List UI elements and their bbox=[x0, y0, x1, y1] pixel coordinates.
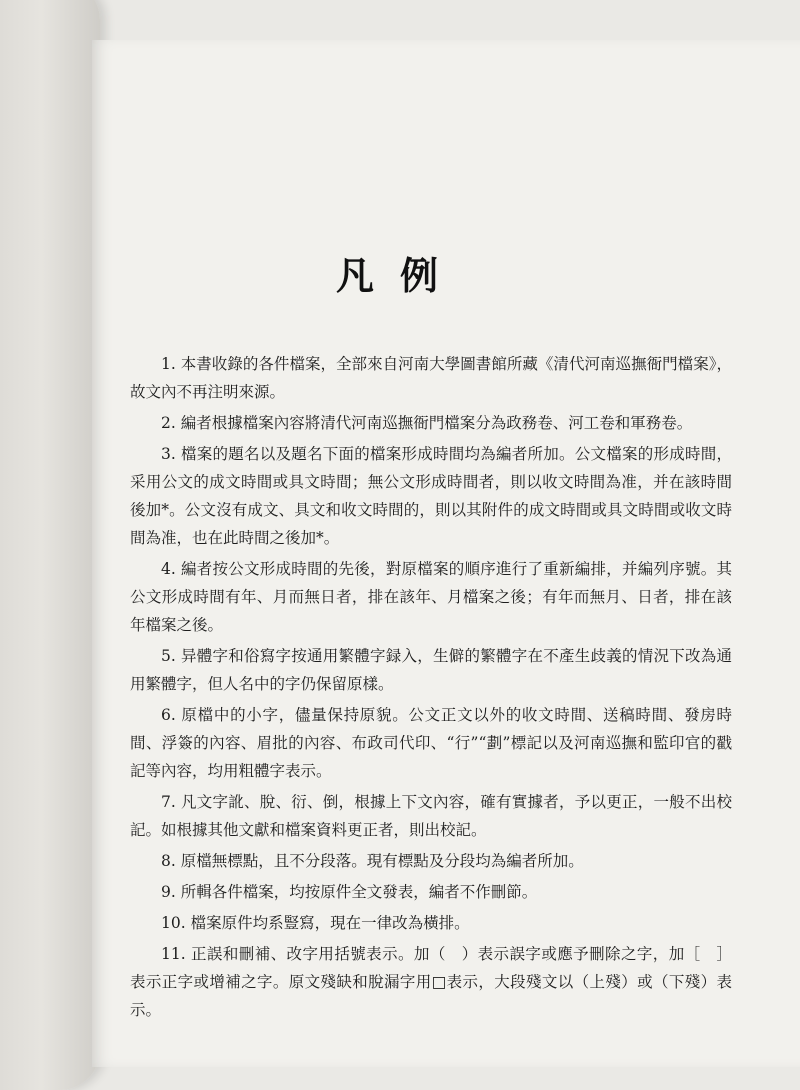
rule-1: 1. 本書收錄的各件檔案，全部來自河南大學圖書館所藏《清代河南巡撫衙門檔案》，故文內不再注明來源。 bbox=[130, 355, 732, 401]
rule-3: 3. 檔案的題名以及題名下面的檔案形成時間均為編者所加。公文檔案的形成時間，采用公文的成文時間或具文時間；無公文形成時間者，則以收文時間為准，并在該時間後加*。公文沒有成文、具文和收文時間的，則以其附件的成文時間或具文時間或收文時間為准，也在此時間之後加*。 bbox=[130, 445, 732, 547]
rule-9: 9. 所輯各件檔案，均按原件全文發表，編者不作刪節。 bbox=[161, 883, 538, 901]
rule-11: 11. 正誤和刪補、改字用括號表示。加（ ）表示誤字或應予刪除之字，加［ ］表示正字或增補之字。原文殘缺和脫漏字用□表示，大段殘文以（上殘）或（下殘）表示。 bbox=[130, 945, 732, 1019]
rule-2: 2. 編者根據檔案內容將清代河南巡撫衙門檔案分為政務卷、河工卷和軍務卷。 bbox=[161, 414, 693, 432]
rule-10: 10. 檔案原件均系豎寫，現在一律改為橫排。 bbox=[161, 914, 470, 932]
rule-5: 5. 异體字和俗寫字按通用繁體字録入，生僻的繁體字在不產生歧義的情況下改為通用繁體字，但人名中的字仍保留原樣。 bbox=[130, 647, 732, 693]
page-title: 凡例 bbox=[335, 253, 464, 299]
rule-6: 6. 原檔中的小字，儘量保持原貌。公文正文以外的收文時間、送稿時間、發房時間、浮簽的內容、眉批的內容、布政司代印、“行”“劃”標記以及河南巡撫和監印官的戳記等內容，均用粗體字表示。 bbox=[130, 706, 732, 780]
rules-list bbox=[130, 350, 732, 1027]
rule-4: 4. 編者按公文形成時間的先後，對原檔案的順序進行了重新編排，并編列序號。其公文形成時間有年、月而無日者，排在該年、月檔案之後；有年而無月、日者，排在該年檔案之後。 bbox=[130, 560, 732, 634]
rule-7: 7. 凡文字訛、脫、衍、倒，根據上下文內容，確有實據者，予以更正，一般不出校記。如根據其他文獻和檔案資料更正者，則出校記。 bbox=[130, 793, 732, 839]
rule-8: 8. 原檔無標點，且不分段落。現有標點及分段均為編者所加。 bbox=[161, 852, 584, 870]
facing-page-edge bbox=[0, 0, 100, 1090]
